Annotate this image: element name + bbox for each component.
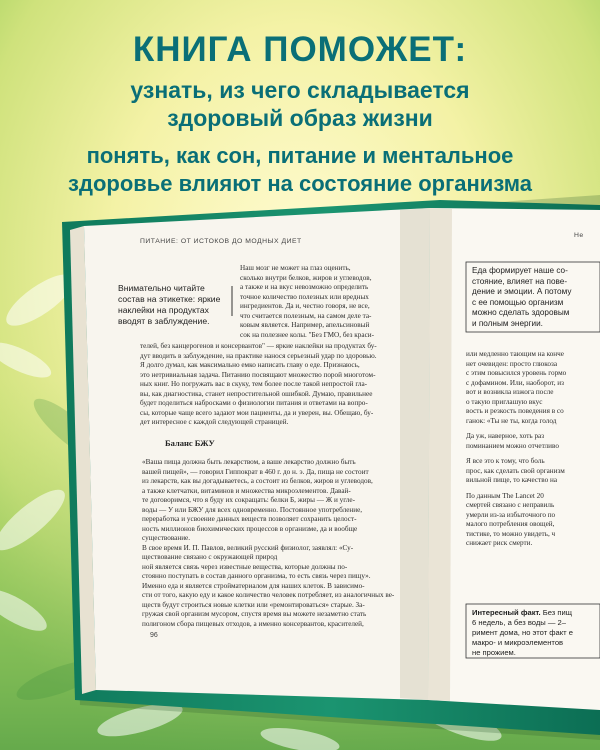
text-line: снижает риск смерти. (466, 539, 533, 547)
text-line: телей, без канцерогенов и консервантов" — яркие наклейки на продуктах бу- (140, 342, 377, 350)
text-line: Да уж, наверное, хоть раз (466, 432, 545, 440)
text-line: полигоном сбора пищевых отходов, а именно консервантов, красителей, (142, 619, 364, 628)
text-line: смертей связано с неправиль (466, 501, 555, 509)
text-line: существование. (142, 534, 191, 542)
text-line: точное количество полезных или вредных (240, 292, 369, 301)
text-line: вы, как диагностика, станет непростительной ошибкой. Думаю, правильнее (140, 389, 373, 398)
text-line: ществование связано с окружающей природ (142, 553, 278, 561)
text-line: воды — У или БЖУ для всех одновременно. Постоянное употребление, (142, 505, 363, 514)
headline-line-1: узнать, из чего складывается (130, 77, 470, 103)
text-line: сколько внутри белков, жиров и углеводов, (240, 273, 372, 282)
right-callout-line: с ее помощью организм (472, 297, 564, 307)
left-callout-line: наклейки на продуктах (118, 305, 209, 315)
text-line: сти от того, какую еду и какое количество человек потребляет, из аналогичных ве- (142, 591, 395, 599)
text-line: те договоримся, что я буду их сокращать: белки Б, жиры — Ж и угле- (142, 496, 355, 504)
text-line: из лекарств, как вы догадываетесь, а состоит из белков, жиров и углеводов, (142, 477, 373, 485)
text-line: что считается полезным, на самом деле та- (240, 311, 372, 320)
left-callout-line: Внимательно читайте (118, 283, 205, 293)
text-line: ганок: «Ты не ты, когда голод (466, 416, 557, 425)
text-line: поминанием можно отчетливо (466, 441, 559, 450)
text-line: Наш мозг не может на глаз оценить, (240, 264, 351, 272)
text-line: дет интересное с каждой следующей страницей. (140, 418, 289, 426)
headline-line-2: здоровый образ жизни (167, 105, 433, 131)
headline-title: КНИГА ПОМОЖЕТ: (132, 30, 468, 69)
text-line: ингредиентов. Да и, честно говоря, не все, (240, 302, 370, 310)
left-callout-line: вводят в заблуждение. (118, 316, 210, 326)
text-line: В свое время И. П. Павлов, великий русский физиолог, заявлял: «Су- (142, 543, 354, 552)
text-line: с этим повысился уровень гормо (466, 369, 567, 377)
text-line: Я все это к тому, что боль (466, 457, 545, 465)
text-line: а также и на вкус невозможно определить (240, 283, 369, 291)
left-body-1 (140, 342, 408, 428)
left-body-2 (142, 458, 410, 629)
text-line: Я долго думал, как максимально емко написать главу о еде. Признаюсь, (140, 361, 360, 369)
text-line: сок на полезнее колы. "Без ГМО, без краси- (240, 330, 375, 339)
fact-label: Интересный факт. (472, 608, 541, 617)
text-line: прос, как сделать свой организм (466, 466, 565, 475)
text-line: вот и возникла изжога после (466, 388, 554, 396)
text-line: нет очевиден: просто глюкоза (466, 359, 558, 368)
headline-line-3: понять, как сон, питание и ментальное (86, 143, 514, 168)
text-line: тистике, то можно увидеть, ч (466, 529, 556, 538)
left-page-number: 96 (150, 632, 158, 639)
text-line: «Ваша пища должна быть лекарством, а ваше лекарство должно быть (142, 458, 356, 466)
text-line: о такую приглашую вкус (466, 397, 543, 406)
right-running-head: Не (574, 232, 584, 239)
fact-line (472, 608, 598, 618)
text-line: это нетривиальная задача. Питанию посвящают множество порой многотом- (140, 370, 376, 379)
fact-line: не прожием. (472, 648, 516, 657)
fact-box (472, 608, 598, 658)
section-heading: Баланс БЖУ (165, 438, 215, 448)
text-line: ществ будут строиться новые клетки или «ремонтироваться» старые. За- (142, 600, 365, 609)
text-line: дут вводить в заблуждение, на практике нанося серьезный удар по здоровью. (140, 351, 377, 360)
text-line: ных книг. Но погружать вас в скуку, тем более после такой непростой гла- (140, 380, 368, 388)
right-callout-line: и полным энергии. (472, 318, 543, 328)
text-line: стоянно поступать в состав данного организма, то есть связь через пищу». (142, 572, 371, 580)
right-callout-line: дение и эмоции. А потому (472, 287, 572, 297)
right-callout-line: можно сделать здоровым (472, 308, 570, 318)
fact-text: Без пищ (540, 608, 572, 617)
fact-line: 6 недель, а без воды — 2– (472, 618, 566, 627)
left-column-right (240, 264, 402, 340)
text-line: с дофамином. Или, наоборот, из (466, 378, 564, 387)
text-line: а также клетчатки, витаминов и множества микроэлементов. Давай- (142, 486, 351, 495)
text-line: малого потребления овощей, (466, 520, 555, 528)
headline-line-4: здоровье влияют на состояние организма (68, 171, 532, 196)
text-line: По данным The Lancet 20 (466, 491, 544, 500)
text-line: переработка и усвоение данных веществ позволяет сохранить целост- (142, 515, 357, 523)
text-line: вашей пищей», — говорил Гиппократ в 460 г. до н. э. Да, пища не состоит (142, 467, 369, 476)
text-line: или медленно тающим на конче (466, 350, 564, 358)
text-line: вильной пище, то качество на (466, 476, 558, 484)
fact-line: макро- и микроэлементов (472, 638, 564, 647)
text-line: умерли из-за избыточного по (466, 510, 556, 519)
text-line: гружая свой организм мусором, спустя время вы можете незаметно стать (142, 610, 367, 618)
right-callout (472, 266, 598, 330)
left-callout (118, 283, 230, 327)
fact-line: римент дома, но этот факт е (472, 628, 573, 637)
left-callout-line: состав на этикетке: яркие (118, 294, 221, 304)
left-running-head: ПИТАНИЕ: ОТ ИСТОКОВ ДО МОДНЫХ ДИЕТ (140, 238, 302, 245)
text-line: вость и резкость поведения в со (466, 407, 564, 415)
right-callout-line: Еда формирует наше со- (472, 266, 568, 275)
text-line: ной является связь через известные вещества, которые должны по- (142, 562, 348, 571)
right-body (466, 350, 600, 549)
text-line: ность миллионов биохимических процессов в организме, да и вообще (142, 524, 358, 533)
text-line: сы, которые чаще всего задают мои пациенты, да и уверен, вы. Обещаю, бу- (140, 408, 374, 417)
text-line: ковым является. Например, апельсиновый (240, 321, 370, 329)
right-callout-line: стояние, влияет на пове- (472, 276, 568, 286)
text-line: будет поделиться набросками о физиологии питания и ответами на вопро- (140, 399, 368, 407)
text-line: Именно еда и является стройматериалом для наших клеток. В зависимо- (142, 581, 365, 590)
